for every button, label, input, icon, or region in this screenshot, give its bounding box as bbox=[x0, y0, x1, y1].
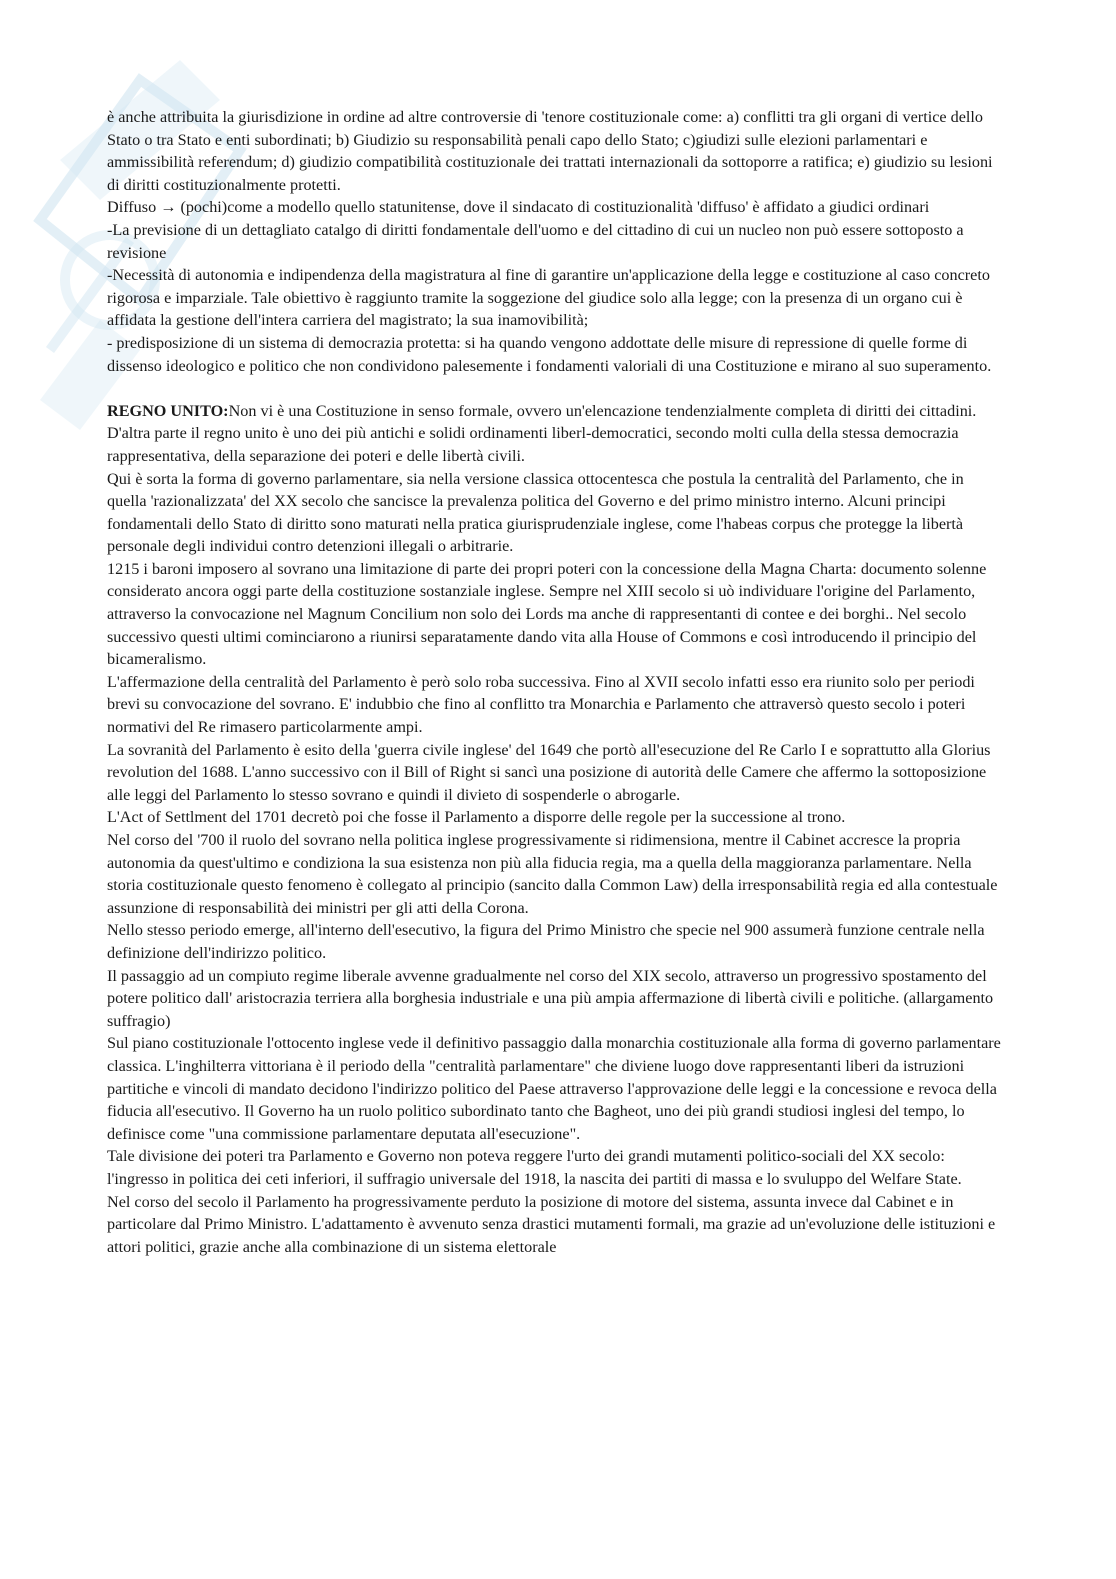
uk-paragraph: Tale divisione dei poteri tra Parlamento e Governo non poteva reggere l'urto dei grandi mutamenti politico-sociali del XX secolo: l'ingresso in politica dei ceti inferiori, il suffragio universale del 1918, la nascita dei partiti di massa e lo svuluppo del Welfare State. bbox=[107, 1147, 962, 1188]
uk-paragraph: L'affermazione della centralità del Parlamento è però solo roba successiva. Fino al XVII secolo infatti esso era riunito solo per periodi brevi su convocazione del sovrano. E' indubbio che fino al conflitto tra Monarchia e Parlamento che attraversò questo secolo i poteri normativi del Re rimasero particolarmente ampi. bbox=[107, 672, 975, 737]
uk-paragraph: 1215 i baroni imposero al sovrano una limitazione di parte dei propri poteri con la concessione della Magna Charta: documento solenne considerato ancora oggi parte della costituzione sostanziale inglese. Sempre nel XIII secolo si uò individuare l'origine del Parlamento, attraverso la convocazione nel Magnum Concilium non solo dei Lords ma anche di rappresentanti di contee e dei borghi.. Nel secolo successivo questi ultimi cominciarono a riunirsi separatamente dando vita alla House of Commons e così introducendo il principio del bicameralismo. bbox=[107, 559, 987, 669]
uk-paragraph: La sovranità del Parlamento è esito della 'guerra civile inglese' del 1649 che portò all'esecuzione del Re Carlo I e soprattutto alla Glorius revolution del 1688. L'anno successivo con il Bill of Right si sancì una posizione di autorità delle Camere che affermo la sottoposizione alle leggi del Parlamento lo stesso sovrano e quindi il divieto di sospenderle o abrogarle. bbox=[107, 740, 991, 804]
uk-paragraph: Nel corso del secolo il Parlamento ha progressivamente perduto la posizione di motore del sistema, assunta invece dal Cabinet e in particolare dal Primo Ministro. L'adattamento è avvenuto senza drastici mutamenti formali, ma grazie ad un'evoluzione delle istituzioni e attori politici, grazie anche alla combinazione di un sistema elettorale bbox=[107, 1192, 996, 1256]
section-heading-regno-unito: REGNO UNITO: bbox=[107, 401, 229, 420]
paragraph-diffuso: Diffuso → (pochi)come a modello quello statunitense, dove il sindacato di costituzionalità 'diffuso' è affidato a giudici ordinari bbox=[107, 198, 930, 217]
paragraph-catalogo-diritti: -La previsione di un dettagliato catalgo di diritti fondamentale dell'uomo e del cittadino di cui un nucleo non può essere sottoposto a revisione bbox=[107, 220, 964, 262]
paragraph-spacer bbox=[107, 377, 1007, 400]
uk-section-intro bbox=[107, 400, 1007, 423]
uk-paragraph: Sul piano costituzionale l'ottocento inglese vede il definitivo passaggio dalla monarchia costituzionale alla forma di governo parlamentare classica. L'inghilterra vittoriana è il periodo della "centralità parlamentare" che diviene luogo dove rappresentanti liberi da istruzioni partitiche e vincoli di mandato decidono l'indirizzo politico del Paese attraverso l'approvazione delle leggi e la concessione e revoca della fiducia all'esecutivo. Il Governo ha un ruolo politico subordinato tanto che Bagheot, uno dei più grandi studiosi inglesi del tempo, lo definisce come "una commissione parlamentare deputata all'esecuzione". bbox=[107, 1034, 1001, 1143]
paragraph-magistratura: -Necessità di autonomia e indipendenza della magistratura al fine di garantire un'applicazione della legge e costituzione al caso concreto rigorosa e imparziale. Tale obiettivo è raggiunto tramite la soggezione del giudice solo alla legge; con la presenza di un organo cui è affidata la gestione dell'intera carriera del magistrato; la sua inamovibilità; bbox=[107, 266, 990, 330]
document-body bbox=[107, 106, 1007, 1258]
uk-paragraph: D'altra parte il regno unito è uno dei più antichi e solidi ordinamenti liberl-democratici, secondo molti culla della stessa democrazia rappresentativa, della separazione dei poteri e delle libertà civili. bbox=[107, 424, 959, 465]
uk-paragraph: Nel corso del '700 il ruolo del sovrano nella politica inglese progressivamente si ridimensiona, mentre il Cabinet accresce la propria autonomia da quest'ultimo e condiziona la sua esistenza non più alla fiducia regia, ma a quella della maggioranza parlamentare. Nella storia costituzionale questo fenomeno è collegato al principio (sancito dalla Common Law) della irresponsabilità regia ed alla contestuale assunzione di responsabilità dei ministri per gli atti della Corona. bbox=[107, 831, 998, 917]
uk-paragraph: L'Act of Settlment del 1701 decretò poi che fosse il Parlamento a disporre delle regole per la successione al trono. bbox=[107, 808, 846, 827]
paragraph-intro: è anche attribuita la giurisdizione in ordine ad altre controversie di 'tenore costituzionale come: a) conflitti tra gli organi di vertice dello Stato o tra Stato e enti subordinati; b) Giudizio su responsabilità penali capo dello Stato; c)giudizi sulle elezioni parlamentari e ammissibilità referendum; d) giudizio compatibilità costituzionale dei trattati internazionali da sottoporre a ratifica; e) giudizio su lesioni di diritti costituzionalmente protetti. bbox=[107, 108, 993, 194]
uk-intro-text: Non vi è una Costituzione in senso formale, ovvero un'elencazione tendenzialmente completa di diritti dei cittadini. bbox=[228, 401, 977, 420]
uk-paragraph: Qui è sorta la forma di governo parlamentare, sia nella versione classica ottocentesca che postula la centralità del Parlamento, che in quella 'razionalizzata' del XX secolo che sancisce la prevalenza politica del Governo e del primo ministro interno. Alcuni principi fondamentali dello Stato di diritto sono maturati nella pratica giurisprudenziale inglese, come l'habeas corpus che protegge la libertà personale degli individui contro detenzioni illegali o arbitrarie. bbox=[107, 469, 964, 556]
paragraph-democrazia-protetta: - predisposizione di un sistema di democrazia protetta: si ha quando vengono addottate delle misure di repressione di quelle forme di dissenso ideologico e politico che non condividono palesemente i fondamenti valoriali di una Costituzione e mirano al suo superamento. bbox=[107, 333, 992, 375]
uk-paragraph: Il passaggio ad un compiuto regime liberale avvenne gradualmente nel corso del XIX secolo, attraverso un progressivo spostamento del potere politico dall' aristocrazia terriera alla borghesia industriale e una più ampia affermazione di libertà civili e politiche. (allargamento suffragio) bbox=[107, 966, 994, 1030]
uk-paragraph: Nello stesso periodo emerge, all'interno dell'esecutivo, la figura del Primo Ministro che specie nel 900 assumerà funzione centrale nella definizione dell'indirizzo politico. bbox=[107, 921, 985, 962]
